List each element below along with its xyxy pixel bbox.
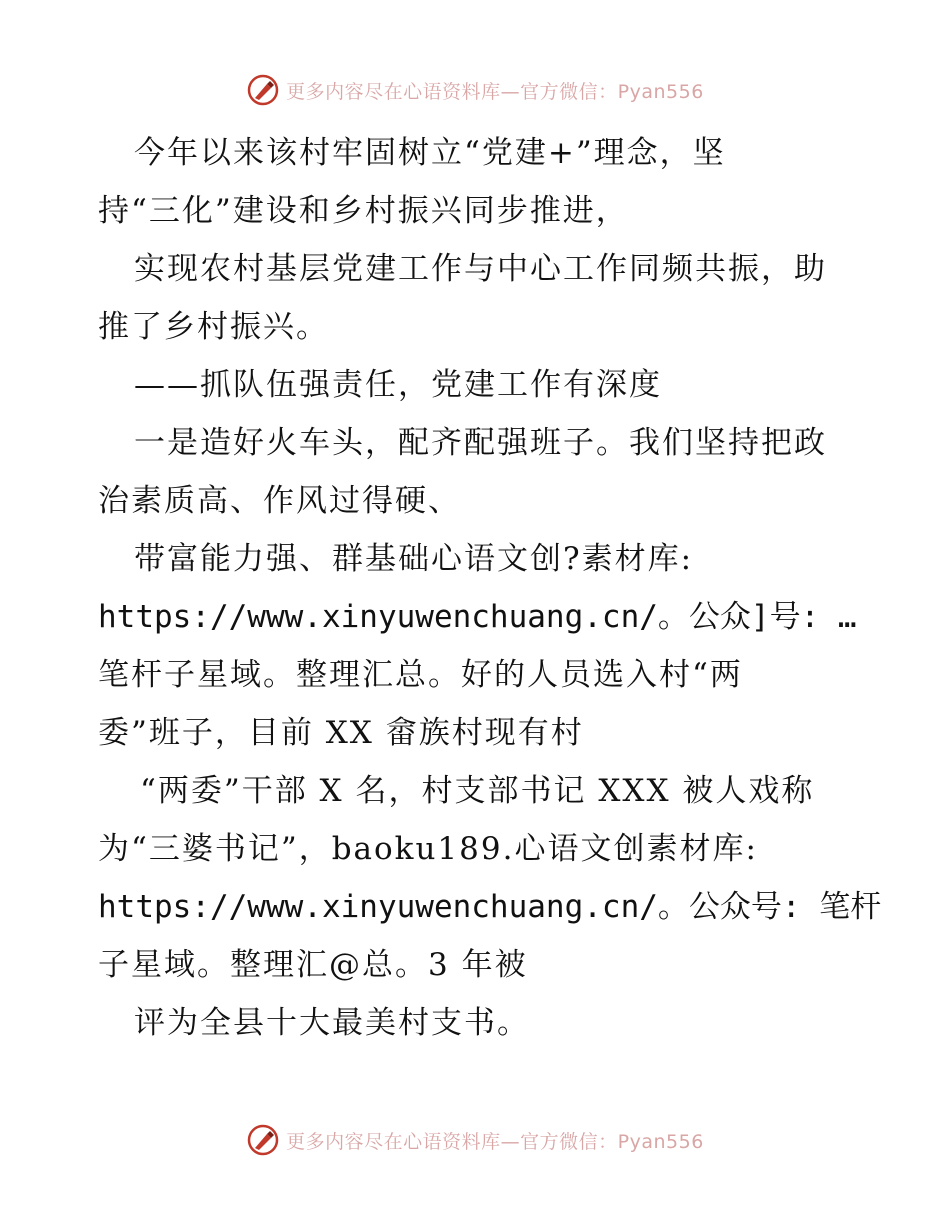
text-line: 带富能力强、群基础心语文创?素材库: [134, 541, 694, 577]
text-line-url: https://www.xinyuwenchuang.cn/。公众号: 笔杆 [98, 889, 882, 925]
header-banner [0, 70, 950, 110]
footer-banner [0, 1120, 950, 1160]
section-heading: ——抓队伍强责任，党建工作有深度 [134, 367, 662, 403]
text-line: 为“三婆书记”，baoku189.心语文创素材库: [98, 831, 758, 867]
text-line: 持“三化”建设和乡村振兴同步推进， [98, 193, 629, 229]
pen-logo-icon [246, 1123, 280, 1157]
document-body [98, 124, 882, 1052]
footer-banner-text: 更多内容尽在心语资料库—官方微信：Pyan556 [286, 1130, 704, 1153]
text-line: 子星域。整理汇@总。3 年被 [98, 947, 528, 983]
text-line: 一是造好火车头，配齐配强班子。我们坚持把政 [134, 425, 827, 461]
text-line-url: https://www.xinyuwenchuang.cn/。公众]号: … [98, 599, 857, 635]
text-line: 治素质高、作风过得硬、 [98, 483, 461, 519]
text-line: 今年以来该村牢固树立“党建+”理念，坚 [134, 135, 726, 171]
text-line: 笔杆子星域。整理汇总。好的人员选入村“两 [98, 657, 743, 693]
text-line: 实现农村基层党建工作与中心工作同频共振，助 [134, 251, 827, 287]
text-line: “两委”干部 X 名，村支部书记 XXX 被人戏称 [140, 773, 815, 809]
pen-logo-icon [246, 73, 280, 107]
text-line: 评为全县十大最美村支书。 [134, 1005, 530, 1041]
header-banner-text: 更多内容尽在心语资料库—官方微信：Pyan556 [286, 80, 704, 103]
text-line: 委”班子，目前 XX 畲族村现有村 [98, 715, 584, 751]
text-line: 推了乡村振兴。 [98, 309, 329, 345]
